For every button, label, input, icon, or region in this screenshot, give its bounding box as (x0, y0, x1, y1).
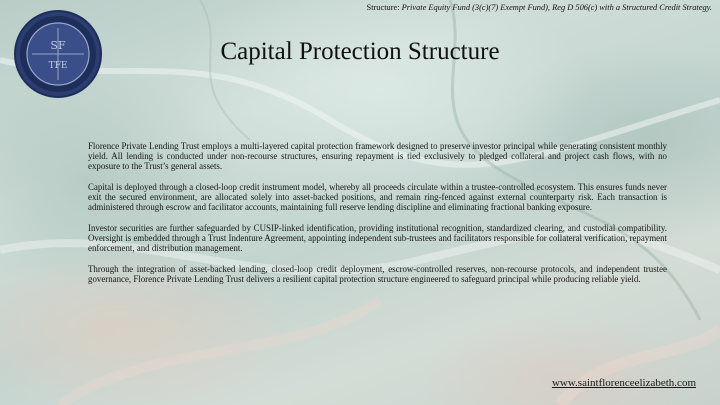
seal-monogram-bottom: TFE (48, 61, 68, 71)
paragraph: Florence Private Lending Trust employs a multi-layered capital protection framework designed to preserve investor principal while generating consistent monthly yield. All lending is conducted under non-recourse structures, ensuring repayment is tied exclusively to pledged collateral and project cash flows, with no exposure to the Trust’s general assets. (88, 141, 667, 171)
website-link[interactable]: www.saintflorenceelizabeth.com (551, 377, 696, 389)
structure-label: Structure: (366, 3, 400, 12)
page-title: Capital Protection Structure (220, 38, 500, 65)
body-text (88, 141, 667, 295)
paragraph: Investor securities are further safeguarded by CUSIP-linked identification, providing institutional recognition, standardized clearing, and custodial compatibility. Oversight is embedded through a Trust Indenture Agreement, appointing independent sub-trustees and facilitators responsible for collateral verification, repayment enforcement, and distribution management. (88, 223, 667, 253)
structure-note (367, 3, 712, 12)
paragraph: Capital is deployed through a closed-loop credit instrument model, whereby all proceeds circulate within a trustee-controlled ecosystem. This ensures funds never exit the secured environment, are allocated solely into asset-backed positions, and remain ring-fenced against external counterparty risk. Each transaction is administered through escrow and facilitator accounts, maintaining full reserve lending discipline and eliminating fractional banking exposure. (88, 182, 667, 212)
seal-monogram-top: SF (50, 39, 66, 52)
paragraph: Through the integration of asset-backed lending, closed-loop credit deployment, escrow-controlled reserves, non-recourse protocols, and independent trustee governance, Florence Private Lending Trust delivers a resilient capital protection structure engineered to safeguard principal while producing reliable yield. (88, 264, 667, 284)
structure-detail: Private Equity Fund (3(c)(7) Exempt Fund), Reg D 506(c) with a Structured Credit Strategy. (401, 3, 712, 12)
